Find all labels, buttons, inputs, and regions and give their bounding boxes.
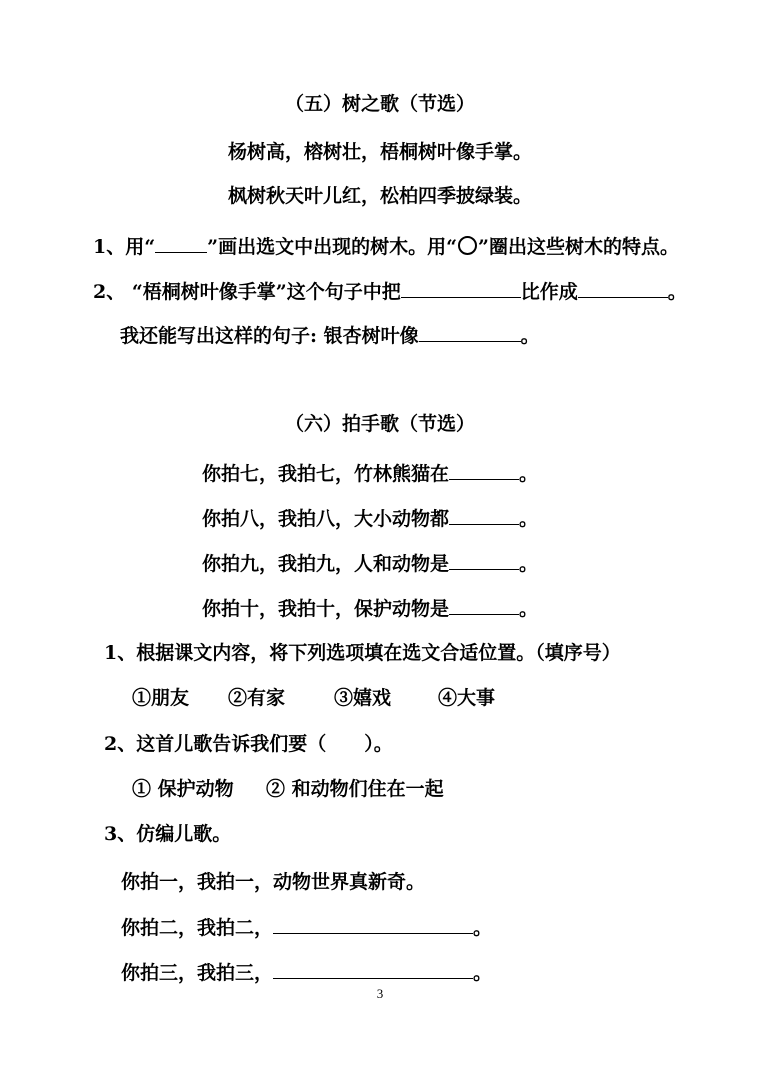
answer-blank[interactable] <box>273 915 473 934</box>
section5-question-2 <box>93 279 687 304</box>
poem-text: 你拍八，我拍八，大小动物都 <box>202 508 450 530</box>
circle-icon <box>458 236 477 255</box>
answer-blank[interactable] <box>449 551 519 570</box>
answer-blank[interactable] <box>273 960 473 979</box>
page-number: 3 <box>376 986 384 1001</box>
answer-blank[interactable] <box>419 323 521 342</box>
period: 。 <box>519 508 539 530</box>
q2-text-a: 2、 “梧桐树叶像手掌”这个句子中把 <box>93 281 401 303</box>
section6-question-1: 1、根据课文内容，将下列选项填在选文合适位置。（填序号） <box>104 642 621 664</box>
q1-text-b: ”画出选文中出现的树木。用“ <box>207 236 458 258</box>
section6-q3-line-3 <box>121 960 492 985</box>
section5-poem-line-1: 杨树高，榕树壮，梧桐树叶像手掌。 <box>227 141 532 163</box>
option: ②有家 <box>228 687 286 709</box>
answer-blank[interactable] <box>578 279 668 298</box>
poem-text: 你拍七，我拍七，竹林熊猫在 <box>202 463 450 485</box>
section6-q3-line-2 <box>121 915 492 940</box>
underline-sample <box>155 234 207 253</box>
section5-poem-line-2: 枫树秋天叶儿红，松柏四季披绿装。 <box>227 185 532 207</box>
section6-title: （六）拍手歌（节选） <box>284 413 475 435</box>
poem-text: 你拍九，我拍九，人和动物是 <box>202 553 450 575</box>
q3-line-text: 你拍三，我拍三， <box>121 962 274 984</box>
section6-q3-example: 你拍一，我拍一，动物世界真新奇。 <box>121 871 426 893</box>
period: 。 <box>519 463 539 485</box>
section5-question-2-extra <box>120 323 540 348</box>
answer-blank[interactable] <box>449 506 519 525</box>
answer-blank[interactable] <box>449 596 519 615</box>
q2-period: 。 <box>667 281 687 303</box>
section5-title: （五）树之歌（节选） <box>284 93 475 115</box>
section6-question-2: 2、这首儿歌告诉我们要（ ）。 <box>104 733 393 755</box>
option: ② 和动物们住在一起 <box>266 778 444 800</box>
option: ① 保护动物 <box>132 778 234 800</box>
option: ④大事 <box>438 687 496 709</box>
section5-question-1 <box>93 234 679 259</box>
q1-text-a: 1、用“ <box>93 236 156 258</box>
option: ③嬉戏 <box>334 687 392 709</box>
period: 。 <box>473 917 493 939</box>
answer-blank[interactable] <box>401 279 521 298</box>
q1-text-c: ”圈出这些树木的特点。 <box>478 236 679 258</box>
q2-text-b: 比作成 <box>520 281 578 303</box>
period: 。 <box>519 553 539 575</box>
section6-poem-line <box>202 506 538 531</box>
period: 。 <box>473 962 493 984</box>
section6-poem-line <box>202 551 538 576</box>
section6-question-3: 3、仿编儿歌。 <box>104 823 232 845</box>
option: ①朋友 <box>132 687 190 709</box>
section6-poem-line <box>202 461 538 486</box>
poem-text: 你拍十，我拍十，保护动物是 <box>202 598 450 620</box>
answer-blank[interactable] <box>449 461 519 480</box>
q3-line-text: 你拍二，我拍二， <box>121 917 274 939</box>
q2-extra-text: 我还能写出这样的句子: 银杏树叶像 <box>120 325 419 347</box>
period: 。 <box>519 598 539 620</box>
section6-poem-line <box>202 596 538 621</box>
q2-extra-period: 。 <box>520 325 540 347</box>
